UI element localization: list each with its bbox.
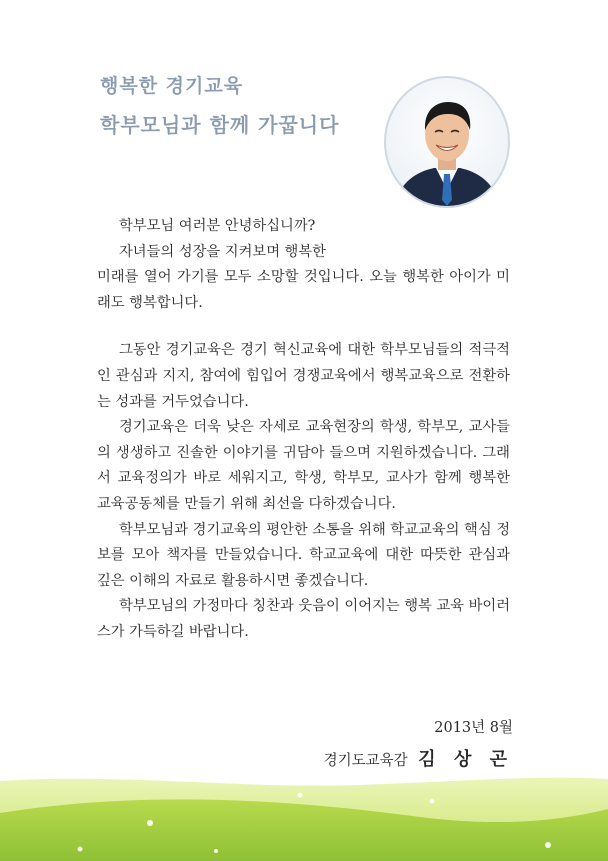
sparkle-icon [78,847,83,852]
portrait-photo [384,76,510,208]
person-icon [386,78,508,206]
meadow-illustration [0,771,608,861]
sparkle-icon [147,820,153,826]
paragraph-5: 학부모님의 가정마다 칭찬과 웃음이 이어지는 행복 교육 바이러스가 가득하길 바랍니다. [97,598,510,640]
paragraph-1-first-line: 자녀들의 성장을 지켜보며 행복한 [119,243,326,260]
paragraph-1-rest: 미래를 열어 가기를 모두 소망할 것입니다. 오늘 행복한 아이가 미래도 행복합니다. [97,269,510,311]
signer-name: 김 상 곤 [418,749,513,770]
letter-date: 2013년 8월 [434,720,513,736]
sparkle-icon [430,799,435,804]
signer-title: 경기도교육감 [323,753,408,769]
headline-line2: 학부모님과 함께 가꿉니다 [100,113,340,137]
meadow-decoration [0,771,608,861]
paragraph-gap [97,316,510,338]
paragraph-4: 학부모님과 경기교육의 평안한 소통을 위해 학교교육의 핵심 정보를 모아 책자를 만들었습니다. 학교교육에 대한 따뜻한 관심과 깊은 이해의 자료로 활용하시면 좋겠습니다. [97,521,510,589]
greeting: 학부모님 여러분 안녕하십니까? [119,218,316,234]
headline-line1: 행복한 경기교육 [100,75,244,97]
headline [100,72,339,140]
paragraph-3: 경기교육은 더욱 낮은 자세로 교육현장의 학생, 학부모, 교사들의 생생하고 진솔한 이야기를 귀담아 들으며 지원하겠습니다. 그래서 교육정의가 바로 세워지고, 학생, 학부모, 교사가 함께 행복한 교육공동체를 만들기 위해 최선을 다하겠습니다. [97,419,510,512]
sparkle-icon [214,849,218,853]
sparkle-icon [298,793,303,798]
letter-body [97,214,510,646]
sparkle-icon [545,842,551,848]
paragraph-2: 그동안 경기교육은 경기 혁신교육에 대한 학부모님들의 적극적인 관심과 지지, 참여에 힘입어 경쟁교육에서 행복교육으로 전환하는 성과를 거두었습니다. [97,342,510,410]
signature-block [324,745,513,771]
